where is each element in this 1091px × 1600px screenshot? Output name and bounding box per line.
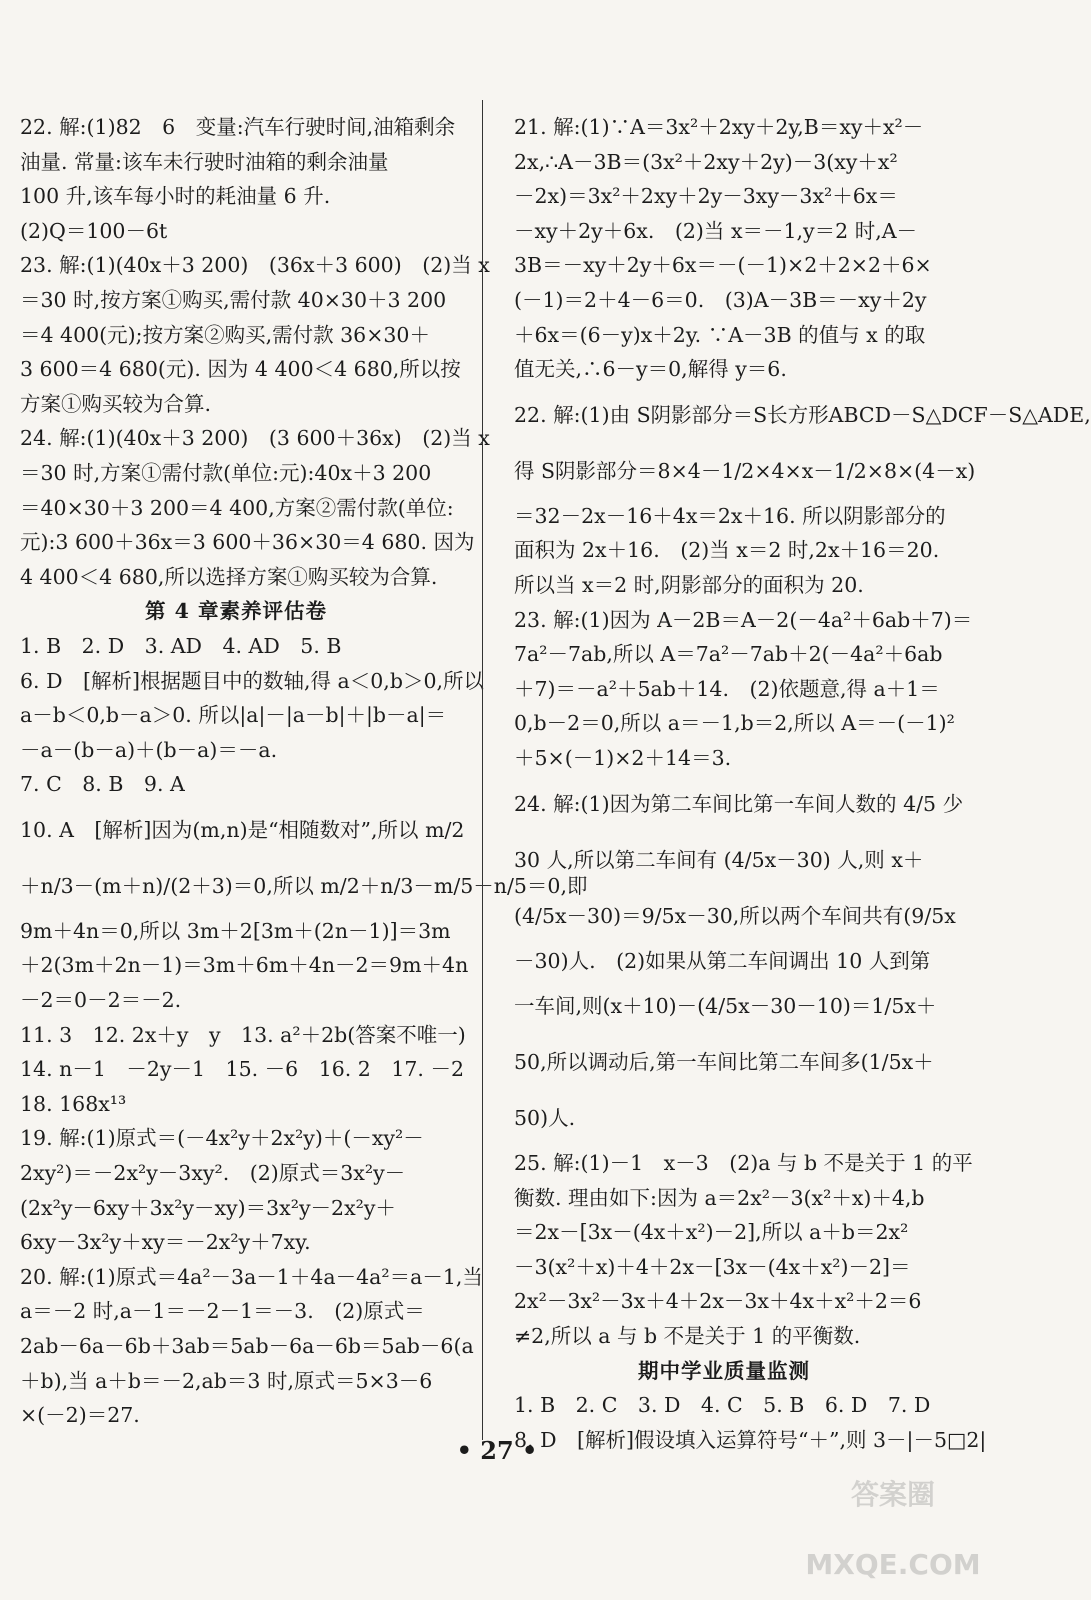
text-line: (2x²y－6xy＋3x²y－xy)＝3x²y－2x²y＋ — [20, 1195, 396, 1220]
text-line: 0,b－2＝0,所以 a＝－1,b＝2,所以 A＝－(－1)² — [514, 711, 955, 736]
text-line: －xy＋2y＋6x. (2)当 x＝－1,y＝2 时,A－ — [514, 218, 918, 243]
text-line: ＋b),当 a＋b＝－2,ab＝3 时,原式＝5×3－6 — [20, 1368, 433, 1393]
column-divider — [482, 100, 483, 1440]
text-line: 25. 解:(1)－1 x－3 (2)a 与 b 不是关于 1 的平 — [514, 1151, 973, 1176]
page-number: • 27 • — [456, 1436, 538, 1465]
section-heading: 期中学业质量监测 — [638, 1358, 810, 1383]
text-line: ＝2x－[3x－(4x＋x²)－2],所以 a＋b＝2x² — [514, 1220, 909, 1245]
text-line: 22. 解:(1)82 6 变量:汽车行驶时间,油箱剩余 — [20, 115, 456, 139]
text-line: －3(x²＋x)＋4＋2x－[3x－(4x＋x²)－2]＝ — [514, 1254, 911, 1279]
text-line: 所以当 x＝2 时,阴影部分的面积为 20. — [514, 572, 864, 597]
text-line: a－b＜0,b－a＞0. 所以|a|－|a－b|＋|b－a|＝ — [20, 703, 447, 728]
text-line: 一车间,则(x＋10)－(4/5x－30－10)＝1/5x＋ — [514, 994, 937, 1019]
text-line: 4 400＜4 680,所以选择方案①购买较为合算. — [20, 564, 438, 589]
text-line: 3B＝－xy＋2y＋6x＝－(－1)×2＋2×2＋6× — [514, 253, 932, 278]
watermark-logo: 答案圈 MXQE.COM — [805, 1478, 981, 1581]
text-line: ×(－2)＝27. — [20, 1403, 140, 1428]
text-line: 8. D [解析]假设填入运算符号“＋”,则 3－|－5□2| — [514, 1427, 987, 1452]
text-line: 10. A [解析]因为(m,n)是“相随数对”,所以 m/2 — [20, 817, 465, 842]
text-line: 7. C 8. B 9. A — [20, 772, 185, 797]
text-line: 21. 解:(1)∵A＝3x²＋2xy＋2y,B＝xy＋x²－ — [514, 115, 924, 139]
text-line: －a－(b－a)＋(b－a)＝－a. — [20, 737, 278, 762]
text-line: 24. 解:(1)(40x＋3 200) (3 600＋36x) (2)当 x — [20, 426, 490, 451]
text-line: 50,所以调动后,第一车间比第二车间多(1/5x＋ — [514, 1050, 934, 1075]
text-line: ＝4 400(元);按方案②购买,需付款 36×30＋ — [20, 322, 430, 347]
text-line: ＝30 时,按方案①购买,需付款 40×30＋3 200 — [20, 287, 447, 312]
text-line: 面积为 2x＋16. (2)当 x＝2 时,2x＋16＝20. — [514, 538, 940, 563]
text-line: 24. 解:(1)因为第二车间比第一车间人数的 4/5 少 — [514, 791, 964, 816]
text-line: a＝－2 时,a－1＝－2－1＝－3. (2)原式＝ — [20, 1299, 425, 1324]
text-line: 20. 解:(1)原式＝4a²－3a－1＋4a－4a²＝a－1,当 — [20, 1264, 483, 1289]
text-line: －30)人. (2)如果从第二车间调出 10 人到第 — [514, 948, 931, 973]
text-line: 14. n－1 －2y－1 15. －6 16. 2 17. －2 — [20, 1057, 465, 1082]
text-line: －2＝0－2＝－2. — [20, 988, 182, 1013]
text-line: 23. 解:(1)(40x＋3 200) (36x＋3 600) (2)当 x — [20, 253, 490, 278]
text-line: (4/5x－30)＝9/5x－30,所以两个车间共有(9/5x — [514, 903, 956, 928]
text-line: 100 升,该车每小时的耗油量 6 升. — [20, 184, 331, 209]
text-line: ≠2,所以 a 与 b 不是关于 1 的平衡数. — [514, 1324, 861, 1349]
text-line: (－1)＝2＋4－6＝0. (3)A－3B＝－xy＋2y — [514, 287, 927, 312]
text-line: 1. B 2. C 3. D 4. C 5. B 6. D 7. D — [514, 1393, 931, 1418]
text-line: 2ab－6a－6b＋3ab＝5ab－6a－6b＝5ab－6(a — [20, 1334, 474, 1358]
text-line: －2x)＝3x²＋2xy＋2y－3xy－3x²＋6x＝ — [514, 184, 898, 209]
text-line: 18. 168x¹³ — [20, 1091, 127, 1116]
text-line: 11. 3 12. 2x＋y y 13. a²＋2b(答案不唯一) — [20, 1022, 466, 1047]
text-line: ＝30 时,方案①需付款(单位:元):40x＋3 200 — [20, 460, 432, 485]
text-line: 2x²－3x²－3x＋4＋2x－3x＋4x＋x²＋2＝6 — [514, 1289, 922, 1314]
section-heading: 第 4 章素养评估卷 — [144, 599, 328, 624]
right-column — [514, 110, 1091, 1457]
text-line: 6xy－3x²y＋xy＝－2x²y＋7xy. — [20, 1230, 311, 1255]
text-line: 方案①购买较为合算. — [20, 391, 212, 416]
text-line: 3 600＝4 680(元). 因为 4 400＜4 680,所以按 — [20, 357, 461, 382]
text-line: ＋5×(－1)×2＋14＝3. — [514, 745, 732, 770]
text-line: 衡数. 理由如下:因为 a＝2x²－3(x²＋x)＋4,b — [514, 1185, 925, 1210]
text-line: 2x,∴A－3B＝(3x²＋2xy＋2y)－3(xy＋x² — [514, 149, 898, 174]
text-line: 50)人. — [514, 1106, 576, 1131]
text-line: ＝40×30＋3 200＝4 400,方案②需付款(单位: — [20, 495, 454, 520]
text-line: 23. 解:(1)因为 A－2B＝A－2(－4a²＋6ab＋7)＝ — [514, 607, 973, 632]
text-line: ＝32－2x－16＋4x＝2x＋16. 所以阴影部分的 — [514, 503, 946, 528]
text-line: 7a²－7ab,所以 A＝7a²－7ab＋2(－4a²＋6ab — [514, 642, 943, 667]
text-line: ＋6x＝(6－y)x＋2y. ∵A－3B 的值与 x 的取 — [514, 322, 926, 347]
text-line: 得 S阴影部分＝8×4－1/2×4×x－1/2×8×(4－x) — [514, 458, 976, 483]
text-line: 22. 解:(1)由 S阴影部分＝S长方形ABCD－S△DCF－S△ADE, — [514, 402, 1091, 427]
text-line: 9m＋4n＝0,所以 3m＋2[3m＋(2n－1)]＝3m — [20, 918, 451, 943]
text-line: ＋n/3－(m＋n)/(2＋3)＝0,所以 m/2＋n/3－m/5－n/5＝0,即 — [20, 873, 588, 898]
text-line: 油量. 常量:该车未行驶时油箱的剩余油量 — [20, 149, 389, 174]
text-line: 1. B 2. D 3. AD 4. AD 5. B — [20, 633, 342, 658]
text-line: 6. D [解析]根据题目中的数轴,得 a＜0,b＞0,所以 — [20, 668, 485, 693]
text-line: 30 人,所以第二车间有 (4/5x－30) 人,则 x＋ — [514, 847, 924, 872]
text-line: 2xy²)＝－2x²y－3xy². (2)原式＝3x²y－ — [20, 1161, 406, 1186]
text-line: ＋7)＝－a²＋5ab＋14. (2)依题意,得 a＋1＝ — [514, 676, 940, 701]
text-line: ＋2(3m＋2n－1)＝3m＋6m＋4n－2＝9m＋4n — [20, 953, 469, 978]
text-line: 19. 解:(1)原式＝(－4x²y＋2x²y)＋(－xy²－ — [20, 1126, 424, 1151]
text-line: (2)Q＝100－6t — [20, 218, 168, 243]
text-line: 元):3 600＋36x＝3 600＋36×30＝4 680. 因为 — [20, 530, 475, 555]
text-line: 值无关,∴6－y＝0,解得 y＝6. — [514, 357, 787, 382]
